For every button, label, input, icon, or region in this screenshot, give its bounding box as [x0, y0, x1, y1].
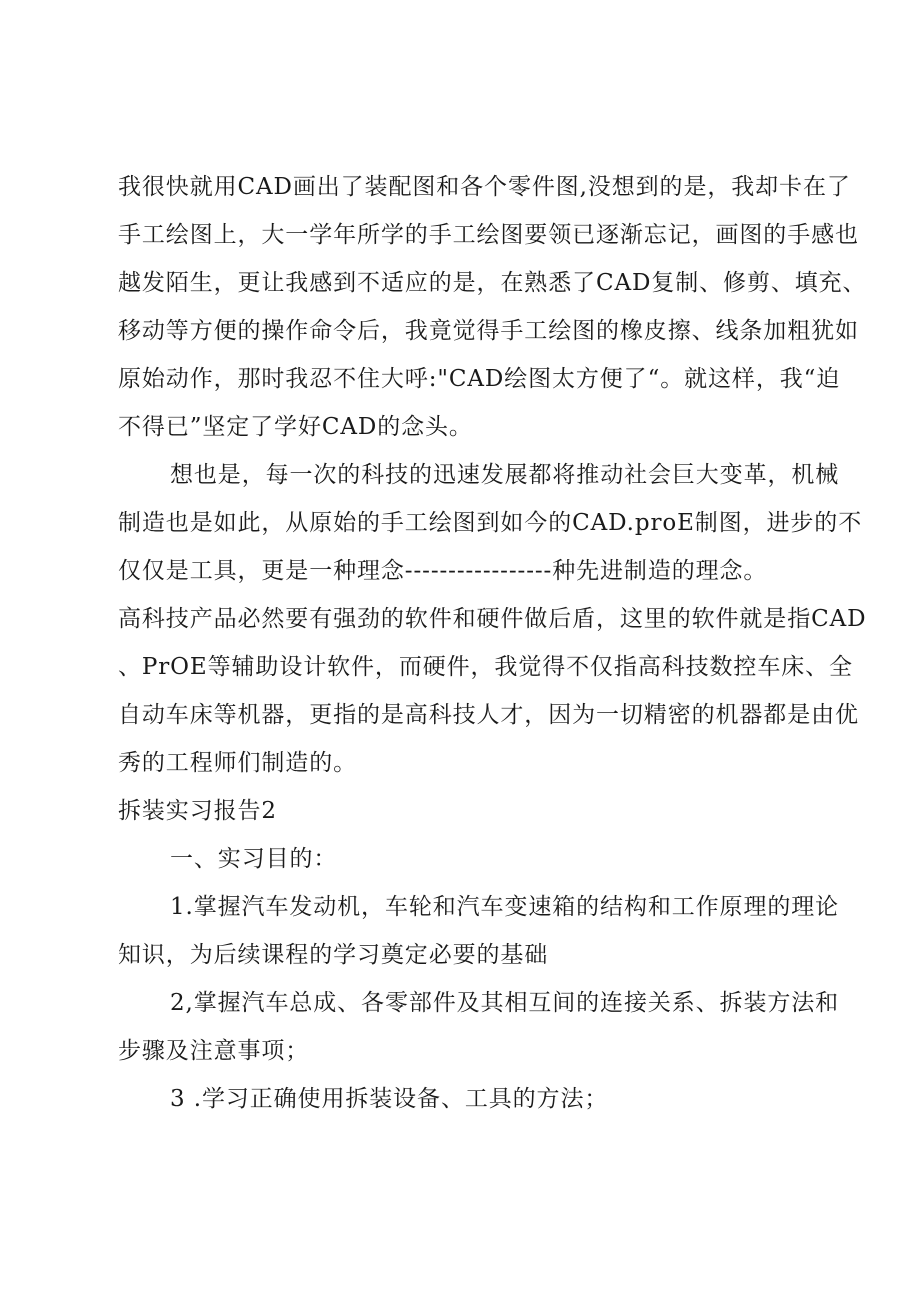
- paragraph-1-line-4: 移动等方便的操作命令后，我竟觉得手工绘图的橡皮擦、线条加粗犹如: [118, 318, 859, 344]
- paragraph-3-line-1: 高科技产品必然要有强劲的软件和硬件做后盾，这里的软件就是指CAD: [118, 606, 867, 632]
- paragraph-3-line-4: 秀的工程师们制造的。: [118, 750, 357, 776]
- paragraph-2-line-1: 想也是，每一次的科技的迅速发展都将推动社会巨大变革，机械: [170, 462, 840, 488]
- paragraph-1-line-5: 原始动作，那时我忍不住大呼:"CAD绘图太方便了“。就这样，我“迫: [118, 366, 841, 392]
- item-2-line-2: 步骤及注意事项；: [118, 1038, 310, 1064]
- report-heading: 拆装实习报告2: [118, 798, 277, 824]
- paragraph-3-line-3: 自动车床等机器，更指的是高科技人才，因为一切精密的机器都是由优: [118, 702, 859, 728]
- paragraph-3-line-2: 、PrOE等辅助设计软件，而硬件，我觉得不仅指高科技数控车床、全: [118, 654, 853, 680]
- paragraph-2-line-2: 制造也是如此，从原始的手工绘图到如今的CAD.proE制图，进步的不: [118, 510, 863, 536]
- paragraph-1-line-2: 手工绘图上，大一学年所学的手工绘图要领已逐渐忘记，画图的手感也: [118, 222, 859, 248]
- item-3-line-1: 3 .学习正确使用拆装设备、工具的方法；: [170, 1086, 609, 1112]
- paragraph-1-line-3: 越发陌生，更让我感到不适应的是，在熟悉了CAD复制、修剪、填充、: [118, 270, 867, 296]
- item-1-line-2: 知识，为后续课程的学习奠定必要的基础: [118, 942, 549, 968]
- section-heading: 一、实习目的：: [170, 846, 338, 872]
- paragraph-1-line-1: 我很快就用CAD画出了装配图和各个零件图,没想到的是，我却卡在了: [118, 174, 851, 200]
- paragraph-2-line-3: 仅仅是工具，更是一种理念-----------------种先进制造的理念。: [118, 558, 768, 584]
- paragraph-1-line-6: 不得已”坚定了学好CAD的念头。: [118, 414, 473, 440]
- item-1-line-1: 1.掌握汽车发动机，车轮和汽车变速箱的结构和工作原理的理论: [170, 894, 840, 920]
- item-2-line-1: 2,掌握汽车总成、各零部件及其相互间的连接关系、拆装方法和: [170, 990, 840, 1016]
